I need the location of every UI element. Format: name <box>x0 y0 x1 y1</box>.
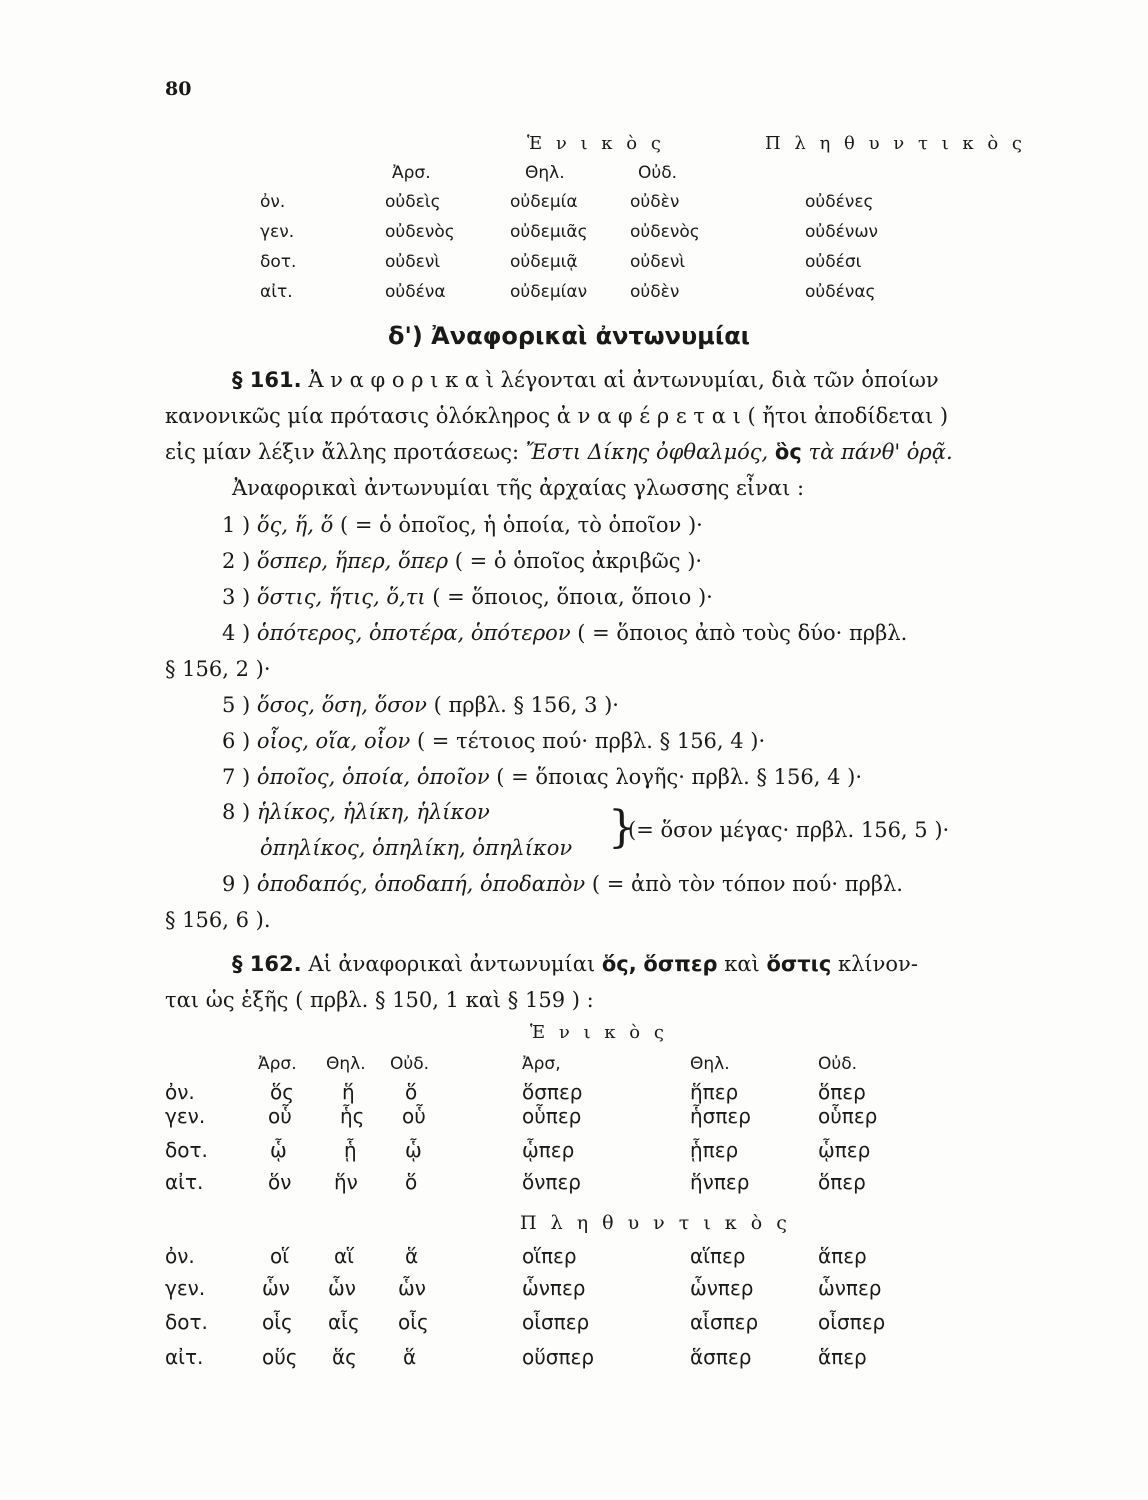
item-gloss: (= ὅσον μέγας· πρβλ. 156, 5 )· <box>628 818 950 842</box>
table-cell: ὅπερ <box>818 1080 866 1104</box>
table-cell: ᾧ <box>270 1138 287 1162</box>
item-number: 6 ) <box>222 729 251 753</box>
table-cell: οἷσπερ <box>522 1310 590 1334</box>
list-item <box>222 549 702 573</box>
col-header: Θηλ. <box>690 1054 730 1074</box>
table-cell: οὐδεμίαν <box>510 282 588 302</box>
paragraph-161-line2: κανονικῶς μία πρότασις ὁλόκληρος ἀ ν α φ έ ρ ε τ α ι ( ἤτοι ἀποδίδεται ) <box>165 404 949 428</box>
heading-plural: Π λ η θ υ ν τ ι κ ὸ ς <box>765 133 1027 154</box>
list-item <box>222 729 765 753</box>
list-item <box>222 872 903 896</box>
table-cell: οὗπερ <box>522 1104 582 1128</box>
text: εἰς μίαν λέξιν ἄλλης προτάσεως: <box>165 440 520 464</box>
table-cell: οὐδεμία <box>510 192 578 212</box>
item-forms: ὅς, ἥ, ὅ <box>256 513 334 537</box>
paragraph-162-line1 <box>232 952 918 976</box>
list-item <box>222 621 907 645</box>
table-cell: ἧσπερ <box>690 1104 751 1128</box>
heading-plural: Π λ η θ υ ν τ ι κ ὸ ς <box>520 1212 791 1234</box>
item-number: 7 ) <box>222 765 251 789</box>
section-number: § 161. <box>232 368 302 392</box>
case-label: αἰτ. <box>165 1170 204 1194</box>
col-header: Οὐδ. <box>390 1054 430 1074</box>
case-label: ὀν. <box>260 192 286 212</box>
table-cell: οἷς <box>262 1310 293 1334</box>
item-number: 5 ) <box>222 693 251 717</box>
table-cell: οὐδέσι <box>805 252 862 272</box>
table-cell: ὧνπερ <box>690 1276 754 1300</box>
col-neut: Οὐδ. <box>638 163 678 183</box>
col-fem: Θηλ. <box>525 163 565 183</box>
item-forms: ὅστις, ἥτις, ὅ,τι <box>256 585 426 609</box>
table-cell: οἷς <box>398 1310 429 1334</box>
paragraph-161-line4: Ἀναφορικαὶ ἀντωνυμίαι τῆς ἀρχαίας γλωσσης εἶναι : <box>232 476 805 500</box>
item-forms: οἷος, οἵα, οἷον <box>256 729 411 753</box>
table-cell: οὐδένες <box>805 192 874 212</box>
table-cell: ὧν <box>262 1276 290 1300</box>
table-cell: οὐδεμιᾷ <box>510 252 578 272</box>
table-cell: ἅς <box>332 1345 357 1369</box>
col-header: Θηλ. <box>326 1054 366 1074</box>
emphasis: ὅσπερ <box>643 952 718 976</box>
section-heading: δ') Ἀναφορικαὶ ἀντωνυμίαι <box>388 322 751 350</box>
page-number: 80 <box>165 78 192 100</box>
table-cell: ὅ <box>405 1080 418 1104</box>
table-cell: ἧς <box>340 1104 365 1128</box>
item-gloss: ( = ὅποιος, ὅποια, ὅποιο )· <box>432 585 713 609</box>
item-number: 4 ) <box>222 621 251 645</box>
item-gloss: ( = τέτοιος πού· πρβλ. § 156, 4 )· <box>416 729 766 753</box>
table-cell: ὧνπερ <box>522 1276 586 1300</box>
item-forms: ὅσπερ, ἥπερ, ὅπερ <box>256 549 449 573</box>
table-cell: ὅπερ <box>818 1170 866 1194</box>
table-cell: ἅπερ <box>818 1345 867 1369</box>
table-cell: ᾗ <box>344 1138 357 1162</box>
table-cell: αἷσπερ <box>690 1310 759 1334</box>
table-cell: οὗπερ <box>818 1104 878 1128</box>
list-item-continuation: § 156, 6 ). <box>165 908 271 932</box>
table-cell: αἷς <box>328 1310 360 1334</box>
table-cell: οὐδενὶ <box>630 252 686 272</box>
table-cell: οὐδεμιᾶς <box>510 222 588 242</box>
table-cell: οὗ <box>268 1104 292 1128</box>
table-cell: οὐδενὸς <box>385 222 455 242</box>
col-header: Ἀρσ. <box>258 1054 297 1074</box>
col-header: Ἀρσ, <box>522 1054 561 1074</box>
item-number: 8 ) <box>222 800 251 824</box>
list-item <box>222 513 703 537</box>
table-cell: ἅπερ <box>818 1244 867 1268</box>
heading-singular: Ἑ ν ι κ ὸ ς <box>530 1022 668 1043</box>
list-item <box>222 765 862 789</box>
item-number: 3 ) <box>222 585 251 609</box>
table-cell: οἵπερ <box>522 1244 577 1268</box>
emphasis: ὃς <box>774 440 802 464</box>
heading-singular: Ἑ ν ι κ ὸ ς <box>527 133 665 154</box>
paragraph-162-line2: ται ὡς ἑξῆς ( πρβλ. § 150, 1 καὶ § 159 ) : <box>165 988 594 1012</box>
brace: } <box>608 802 636 853</box>
case-label: δοτ. <box>165 1138 208 1162</box>
item-forms-2: ὁπηλίκος, ὁπηλίκη, ὁπηλίκον <box>260 836 573 860</box>
case-label: γεν. <box>260 222 295 242</box>
table-cell: οὐδένων <box>805 222 879 242</box>
quote: Ἔστι Δίκης ὀφθαλμός, <box>525 440 769 464</box>
table-cell: οὕς <box>262 1345 298 1369</box>
text: καὶ <box>724 952 760 976</box>
table-cell: οἷσπερ <box>818 1310 886 1334</box>
table-cell: ἥνπερ <box>690 1170 750 1194</box>
table-cell: ἅ <box>403 1345 417 1369</box>
item-forms: ὁπότερος, ὁποτέρα, ὁπότερον <box>256 621 571 645</box>
case-label: γεν. <box>165 1276 206 1300</box>
emphasis: ὅστις <box>766 952 832 976</box>
table-cell: οὐδένα <box>385 282 446 302</box>
table-cell: ᾧ <box>405 1138 422 1162</box>
table-cell: ἥ <box>342 1080 355 1104</box>
table-cell: ᾧπερ <box>522 1138 575 1162</box>
table-cell: οἵ <box>270 1244 290 1268</box>
list-item <box>222 585 713 609</box>
item-forms: ὁποδαπός, ὁποδαπή, ὁποδαπὸν <box>256 872 586 896</box>
table-cell: αἵπερ <box>690 1244 746 1268</box>
item-gloss: ( = ὅποιας λογῆς· πρβλ. § 156, 4 )· <box>496 765 863 789</box>
case-label: αἰτ. <box>260 282 293 302</box>
table-cell: αἵ <box>334 1244 354 1268</box>
table-cell: ὧν <box>328 1276 356 1300</box>
table-cell: ὧν <box>398 1276 426 1300</box>
table-cell: οὐδὲν <box>630 282 680 302</box>
table-cell: οὕσπερ <box>522 1345 595 1369</box>
list-item <box>222 693 619 717</box>
emphasis: ὅς, <box>601 952 637 976</box>
col-header: Οὐδ. <box>818 1054 858 1074</box>
item-forms: ἡλίκος, ἡλίκη, ἡλίκον <box>256 800 490 824</box>
item-number: 1 ) <box>222 513 251 537</box>
paragraph-161-line3 <box>165 440 953 464</box>
paragraph-161-line1 <box>232 368 939 392</box>
case-label: ὀν. <box>165 1244 195 1268</box>
table-cell: ὅσπερ <box>522 1080 583 1104</box>
col-masc: Ἀρσ. <box>392 163 431 183</box>
table-cell: ᾧπερ <box>818 1138 871 1162</box>
item-gloss: ( = ὁ ὁποῖος ἀκριβῶς )· <box>454 549 703 573</box>
case-label: δοτ. <box>260 252 297 272</box>
text: Ἀ ν α φ ο ρ ι κ α ὶ λέγονται αἱ ἀντωνυμίαι, διὰ τῶν ὁποίων <box>308 368 939 392</box>
case-label: αἰτ. <box>165 1345 204 1369</box>
table-cell: οὐδεὶς <box>385 192 441 212</box>
item-number: 2 ) <box>222 549 251 573</box>
table-cell: ὅς <box>270 1080 294 1104</box>
case-label: γεν. <box>165 1104 206 1128</box>
item-gloss: ( = ὅποιος ἀπὸ τοὺς δύο· πρβλ. <box>577 621 908 645</box>
text: Αἱ ἀναφορικαὶ ἀντωνυμίαι <box>308 952 596 976</box>
table-cell: ἥπερ <box>690 1080 739 1104</box>
list-item-continuation: § 156, 2 )· <box>165 657 271 681</box>
table-cell: οὐδὲν <box>630 192 680 212</box>
item-forms: ὅσος, ὅση, ὅσον <box>256 693 427 717</box>
quote: τὰ πάνθ' ὁρᾷ. <box>808 440 953 464</box>
table-cell: οὐδενὶ <box>385 252 441 272</box>
table-cell: ὅ <box>405 1170 418 1194</box>
table-cell: ᾗπερ <box>690 1138 739 1162</box>
table-cell: οὗ <box>402 1104 426 1128</box>
section-number: § 162. <box>232 952 302 976</box>
table-cell: οὐδένας <box>805 282 876 302</box>
table-cell: ὅν <box>268 1170 292 1194</box>
item-forms: ὁποῖος, ὁποία, ὁποῖον <box>256 765 490 789</box>
table-cell: ἅ <box>405 1244 419 1268</box>
table-cell: ὧνπερ <box>818 1276 882 1300</box>
item-gloss: ( = ὁ ὁποῖος, ἡ ὁποία, τὸ ὁποῖον )· <box>339 513 703 537</box>
item-gloss: ( = ἀπὸ τὸν τόπον πού· πρβλ. <box>591 872 903 896</box>
table-cell: ἥν <box>334 1170 358 1194</box>
table-cell: ἅσπερ <box>690 1345 752 1369</box>
list-item <box>222 800 490 824</box>
case-label: ὀν. <box>165 1080 195 1104</box>
item-gloss: ( πρβλ. § 156, 3 )· <box>433 693 619 717</box>
table-cell: οὐδενὸς <box>630 222 700 242</box>
table-cell: ὅνπερ <box>522 1170 581 1194</box>
text: κλίνον- <box>837 952 918 976</box>
item-number: 9 ) <box>222 872 251 896</box>
case-label: δοτ. <box>165 1310 208 1334</box>
